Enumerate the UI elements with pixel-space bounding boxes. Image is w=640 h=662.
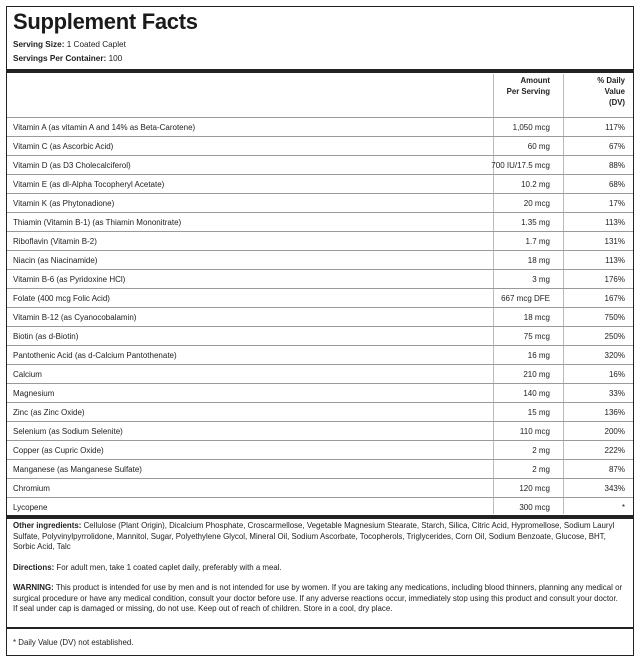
amount-per-serving: 1.35 mg — [521, 218, 550, 227]
amount-per-serving: 10.2 mg — [521, 180, 550, 189]
table-row — [7, 326, 633, 345]
footnote-divider — [7, 627, 633, 629]
nutrient-name: Riboflavin (Vitamin B-2) — [13, 237, 97, 246]
table-row — [7, 155, 633, 174]
nutrient-name: Chromium — [13, 484, 50, 493]
daily-value-percent: 176% — [604, 275, 625, 284]
amount-per-serving: 2 mg — [532, 446, 550, 455]
daily-value-percent: 88% — [608, 161, 625, 170]
table-row — [7, 136, 633, 155]
directions-text: For adult men, take 1 coated caplet daily, preferably with a meal. — [56, 563, 282, 572]
nutrient-name: Biotin (as d-Biotin) — [13, 332, 79, 341]
nutrient-name: Vitamin K (as Phytonadione) — [13, 199, 115, 208]
amount-per-serving: 210 mg — [523, 370, 550, 379]
table-row — [7, 459, 633, 478]
amount-header: Amount Per Serving — [506, 76, 550, 96]
serving-size-value: 1 Coated Caplet — [66, 40, 126, 49]
nutrient-name: Niacin (as Niacinamide) — [13, 256, 98, 265]
amount-per-serving: 300 mcg — [519, 503, 550, 512]
serving-size — [13, 40, 126, 49]
amount-per-serving: 140 mg — [523, 389, 550, 398]
daily-value-percent: 167% — [604, 294, 625, 303]
nutrient-name: Zinc (as Zinc Oxide) — [13, 408, 85, 417]
servings-per-container — [13, 54, 122, 63]
daily-value-percent: 343% — [604, 484, 625, 493]
table-row — [7, 364, 633, 383]
amount-per-serving: 20 mcg — [523, 199, 550, 208]
nutrient-name: Vitamin B-12 (as Cyanocobalamin) — [13, 313, 137, 322]
daily-value-percent: 67% — [608, 142, 625, 151]
table-row — [7, 345, 633, 364]
amount-per-serving: 18 mcg — [523, 313, 550, 322]
nutrient-name: Calcium — [13, 370, 42, 379]
table-row — [7, 250, 633, 269]
nutrient-name: Folate (400 mcg Folic Acid) — [13, 294, 110, 303]
dv-header: % Daily Value (DV) — [597, 76, 625, 107]
amount-per-serving: 60 mg — [527, 142, 550, 151]
header-divider — [7, 69, 633, 73]
nutrient-name: Vitamin C (as Ascorbic Acid) — [13, 142, 114, 151]
amount-per-serving: 2 mg — [532, 465, 550, 474]
amount-per-serving: 3 mg — [532, 275, 550, 284]
table-row — [7, 212, 633, 231]
nutrient-name: Thiamin (Vitamin B-1) (as Thiamin Mononitrate) — [13, 218, 182, 227]
footnote: * Daily Value (DV) not established. — [13, 638, 134, 647]
nutrient-name: Magnesium — [13, 389, 55, 398]
supplement-facts-panel — [6, 6, 634, 656]
table-row — [7, 117, 633, 136]
warning-label: WARNING: — [13, 583, 54, 592]
table-row — [7, 288, 633, 307]
nutrient-name: Vitamin E (as dl-Alpha Tocopheryl Acetate) — [13, 180, 165, 189]
nutrient-name: Selenium (as Sodium Selenite) — [13, 427, 123, 436]
table-bottom-divider — [7, 515, 633, 519]
daily-value-percent: 87% — [608, 465, 625, 474]
amount-per-serving: 1,050 mcg — [512, 123, 550, 132]
daily-value-percent: 113% — [605, 218, 625, 227]
other-ingredients-text: Cellulose (Plant Origin), Dicalcium Phosphate, Croscarmellose, Vegetable Magnesium Stearate, Starch, Silica, Citric Acid, Hypromellose, Sodium Lauryl Sulfate, Polyvinylpyrrolidone, Mannitol, Sugar, Polyethylene Glycol, Mineral Oil, Sodium Ascorbate, Tocopherols, Triglycerides, Corn Oil, Sodium Benzoate, Glucose, BHT, Sorbic Acid, Talc — [13, 521, 615, 552]
table-row — [7, 193, 633, 212]
directions — [13, 563, 623, 574]
table-row — [7, 269, 633, 288]
amount-per-serving: 667 mcg DFE — [501, 294, 550, 303]
table-row — [7, 231, 633, 250]
warning — [13, 583, 623, 615]
nutrient-name: Manganese (as Manganese Sulfate) — [13, 465, 142, 474]
servings-per-container-value: 100 — [108, 54, 123, 63]
daily-value-percent: 17% — [608, 199, 625, 208]
amount-per-serving: 16 mg — [527, 351, 550, 360]
amount-per-serving: 110 mcg — [519, 427, 550, 436]
daily-value-percent: 200% — [604, 427, 625, 436]
other-ingredients-label: Other ingredients: — [13, 521, 82, 530]
amount-per-serving: 75 mcg — [523, 332, 550, 341]
table-row — [7, 174, 633, 193]
other-ingredients — [13, 521, 623, 553]
nutrient-name: Copper (as Cupric Oxide) — [13, 446, 104, 455]
amount-per-serving: 1.7 mg — [525, 237, 550, 246]
daily-value-percent: 16% — [608, 370, 625, 379]
nutrient-name: Vitamin D (as D3 Cholecalciferol) — [13, 161, 131, 170]
nutrient-name: Vitamin A (as vitamin A and 14% as Beta-Carotene) — [13, 123, 196, 132]
table-row — [7, 421, 633, 440]
daily-value-percent: 131% — [604, 237, 625, 246]
table-row — [7, 478, 633, 497]
daily-value-percent: 113% — [605, 256, 625, 265]
daily-value-percent: 750% — [604, 313, 625, 322]
servings-per-container-label: Servings Per Container: — [13, 54, 107, 63]
daily-value-percent: 222% — [604, 446, 625, 455]
table-row — [7, 383, 633, 402]
serving-size-label: Serving Size: — [13, 40, 65, 49]
amount-per-serving: 120 mcg — [519, 484, 550, 493]
nutrient-name: Vitamin B-6 (as Pyridoxine HCl) — [13, 275, 126, 284]
directions-label: Directions: — [13, 563, 55, 572]
table-row — [7, 307, 633, 326]
daily-value-percent: 117% — [605, 123, 625, 132]
daily-value-percent: 320% — [604, 351, 625, 360]
nutrient-name: Lycopene — [13, 503, 48, 512]
daily-value-percent: 136% — [604, 408, 625, 417]
table-row — [7, 497, 633, 516]
amount-per-serving: 18 mg — [527, 256, 550, 265]
table-row — [7, 440, 633, 459]
daily-value-percent: 33% — [608, 389, 625, 398]
amount-per-serving: 700 IU/17.5 mcg — [491, 161, 550, 170]
table-row — [7, 402, 633, 421]
nutrient-name: Pantothenic Acid (as d-Calcium Pantothenate) — [13, 351, 177, 360]
amount-per-serving: 15 mg — [527, 408, 550, 417]
daily-value-percent: 68% — [608, 180, 625, 189]
daily-value-percent: * — [621, 503, 625, 512]
daily-value-percent: 250% — [604, 332, 625, 341]
warning-text: This product is intended for use by men and is not intended for use by women. If you are taking any medications, including blood thinners, planning any medical or surgical procedure or have any medical condition, consult your doctor before use. If any adverse reactions occur, immediately stop using this product and consult your doctor. If seal under cap is damaged or missing, do not use. Keep out of reach of children. Store in a cool, dry place. — [13, 583, 623, 614]
panel-title: Supplement Facts — [13, 9, 198, 34]
